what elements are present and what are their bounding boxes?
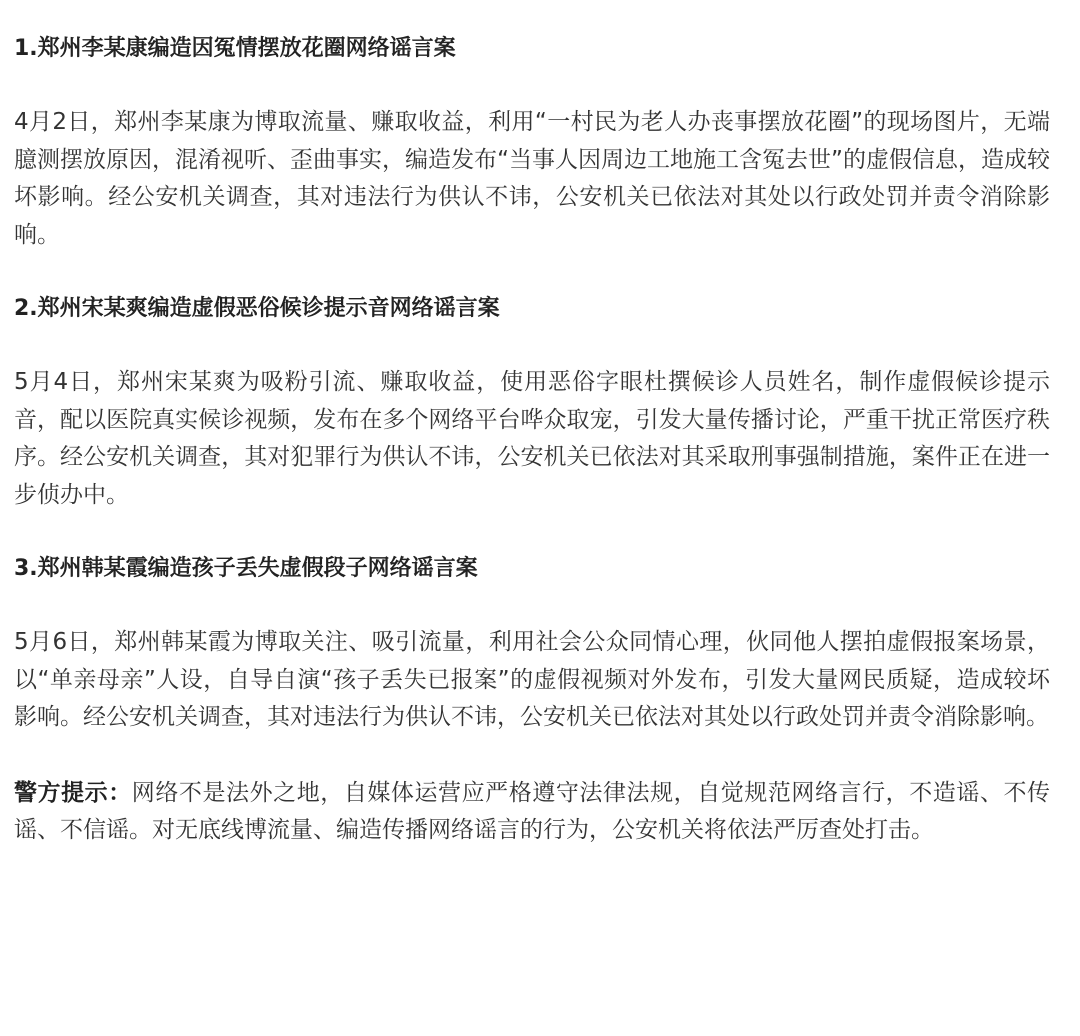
case-3 [14, 552, 1050, 737]
case-body: 4月2日，郑州李某康为博取流量、赚取收益，利用“一村民为老人办丧事摆放花圈”的现场图片，无端臆测摆放原因，混淆视听、歪曲事实，编造发布“当事人因周边工地施工含冤去世”的虚假信息，造成较坏影响。经公安机关调查，其对违法行为供认不讳，公安机关已依法对其处以行政处罚并责令消除影响。 [14, 109, 1050, 248]
police-notice [14, 775, 1050, 850]
case-body: 5月4日，郑州宋某爽为吸粉引流、赚取收益，使用恶俗字眼杜撰候诊人员姓名，制作虚假候诊提示音，配以医院真实候诊视频，发布在多个网络平台哗众取宠，引发大量传播讨论，严重干扰正常医疗秩序。经公安机关调查，其对犯罪行为供认不讳，公安机关已依法对其采取刑事强制措施，案件正在进一步侦办中。 [14, 369, 1050, 508]
notice-label: 警方提示： [14, 779, 132, 806]
case-title: 1.郑州李某康编造因冤情摆放花圈网络谣言案 [14, 36, 456, 61]
case-body: 5月6日，郑州韩某霞为博取关注、吸引流量，利用社会公众同情心理，伙同他人摆拍虚假报案场景，以“单亲母亲”人设，自导自演“孩子丢失已报案”的虚假视频对外发布，引发大量网民质疑，造成较坏影响。经公安机关调查，其对违法行为供认不讳，公安机关已依法对其处以行政处罚并责令消除影响。 [14, 629, 1050, 730]
case-2 [14, 292, 1050, 514]
case-title: 2.郑州宋某爽编造虚假恶俗候诊提示音网络谣言案 [14, 296, 500, 321]
notice-text: 网络不是法外之地，自媒体运营应严格遵守法律法规，自觉规范网络言行，不造谣、不传谣、不信谣。对无底线博流量、编造传播网络谣言的行为，公安机关将依法严厉查处打击。 [14, 779, 1051, 843]
case-title: 3.郑州韩某霞编造孩子丢失虚假段子网络谣言案 [14, 556, 478, 581]
case-1 [14, 32, 1050, 254]
